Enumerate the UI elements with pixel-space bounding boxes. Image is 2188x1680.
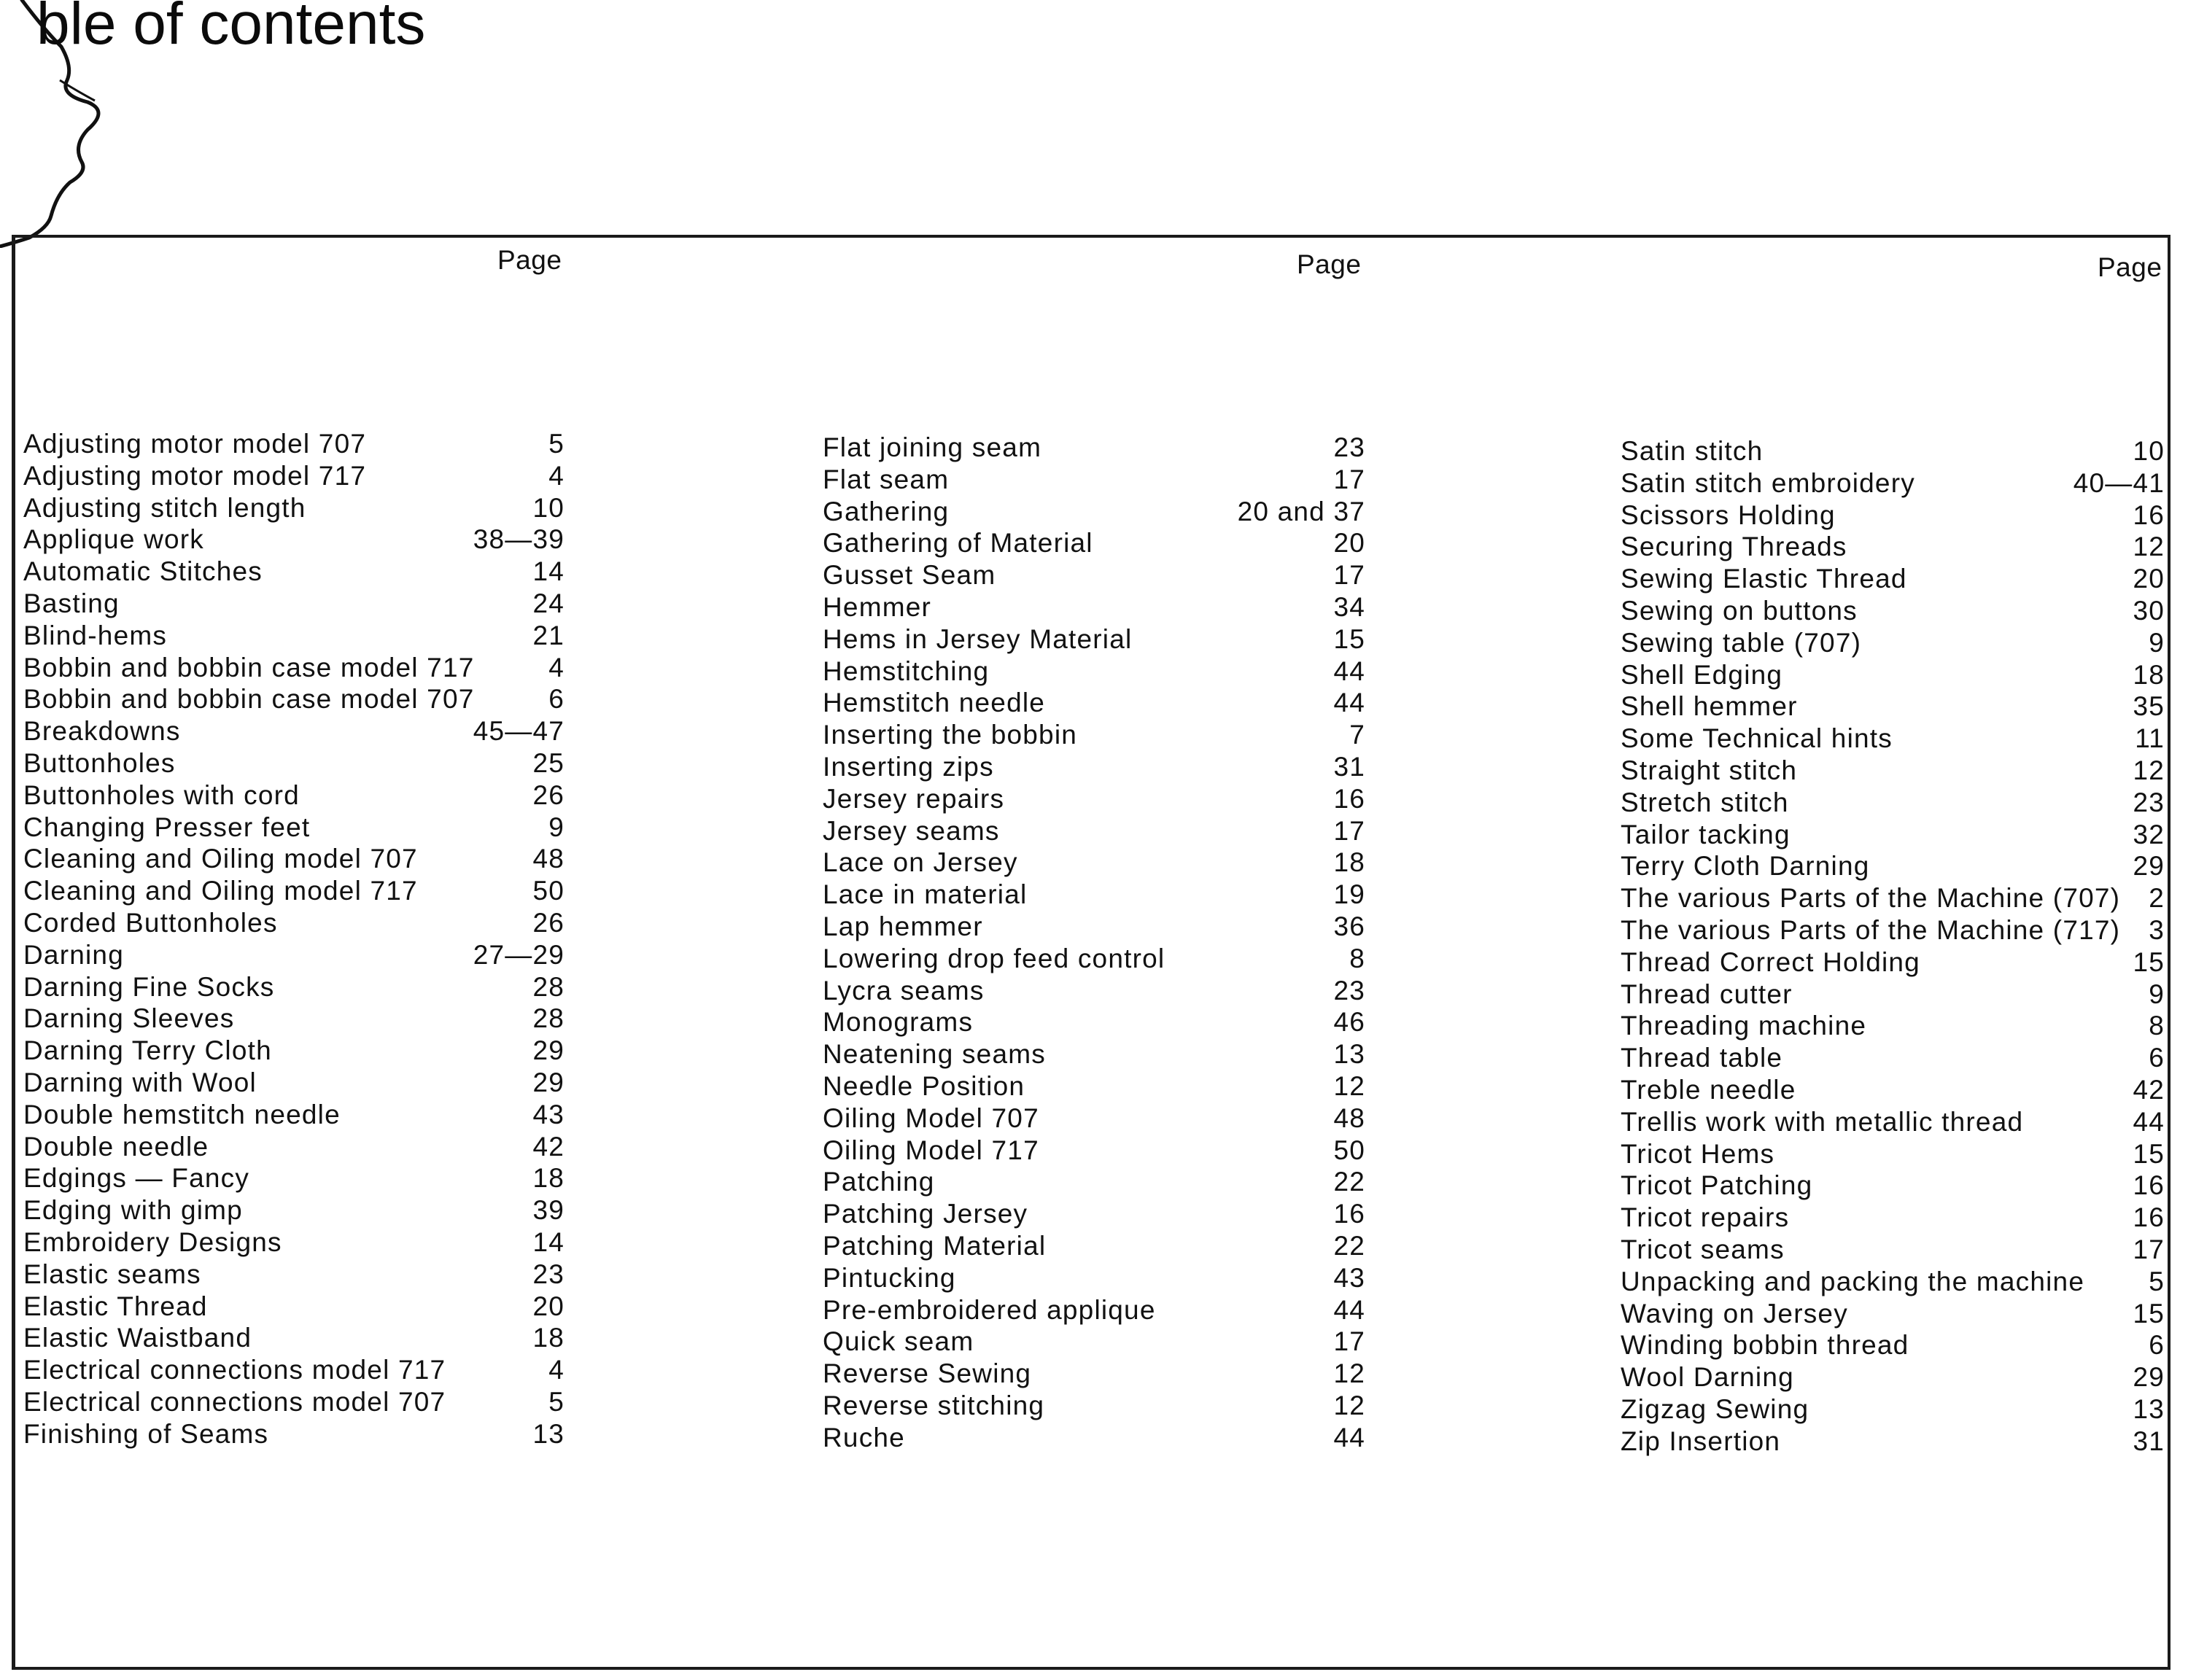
- index-entry-page: 13: [532, 1418, 565, 1449]
- index-entry-label: Thread table: [1621, 1043, 1783, 1073]
- index-entry-page: 14: [532, 556, 565, 587]
- index-entry-page: 27—29: [473, 939, 565, 970]
- index-entry: [1621, 499, 2165, 532]
- index-entry-page: 20 and 37: [1237, 496, 1365, 526]
- index-entry-page: 26: [532, 779, 565, 810]
- index-entry-label: Darning Fine Socks: [23, 971, 275, 1002]
- index-entry-page: 19: [1333, 879, 1365, 910]
- index-entry-label: Cleaning and Oiling model 707: [23, 844, 418, 874]
- index-entry: [23, 556, 565, 588]
- index-entry-label: Darning Sleeves: [23, 1003, 235, 1034]
- index-entry-label: Thread Correct Holding: [1621, 946, 1920, 977]
- index-entry: [23, 715, 565, 747]
- index-entry: [1621, 691, 2165, 723]
- index-entry-page: 44: [1333, 688, 1365, 718]
- index-entry-page: 6: [548, 684, 565, 715]
- index-entry-label: Hemstitch needle: [823, 688, 1046, 718]
- index-entry-page: 4: [548, 460, 565, 491]
- index-entry-label: Waving on Jersey: [1621, 1298, 1848, 1329]
- index-entry-page: 43: [1333, 1262, 1365, 1293]
- index-entry-page: 43: [532, 1099, 565, 1129]
- index-entry: [823, 1390, 1365, 1422]
- index-entry: [23, 875, 565, 907]
- index-entry-page: 14: [532, 1226, 565, 1257]
- index-entry-label: Stretch stitch: [1621, 787, 1789, 817]
- index-entry: [23, 1226, 565, 1259]
- index-entry-label: Cleaning and Oiling model 717: [23, 876, 418, 906]
- index-entry: [823, 432, 1365, 464]
- index-entry-page: 38—39: [473, 524, 565, 555]
- index-entry: [23, 747, 565, 779]
- index-entry-label: Hemstitching: [823, 656, 990, 686]
- page-column-header: Page: [497, 245, 562, 275]
- index-entry-label: Lowering drop feed control: [823, 943, 1165, 973]
- index-entry-label: Zip Insertion: [1621, 1426, 1781, 1456]
- index-entry-page: 17: [1333, 560, 1365, 591]
- index-entry-label: Securing Threads: [1621, 532, 1847, 562]
- index-entry: [23, 588, 565, 620]
- index-entry-page: 15: [2133, 1138, 2165, 1169]
- index-entry: [23, 1131, 565, 1163]
- index-entry: [823, 783, 1365, 815]
- index-entry-label: Zigzag Sewing: [1621, 1393, 1809, 1424]
- index-entry-label: Inserting the bobbin: [823, 720, 1078, 750]
- index-entry-page: 17: [2133, 1234, 2165, 1264]
- index-entry-label: Inserting zips: [823, 751, 994, 782]
- index-entry-label: Trellis work with metallic thread: [1621, 1106, 2024, 1137]
- index-entry-page: 31: [1333, 751, 1365, 782]
- index-entry-page: 31: [2133, 1426, 2165, 1456]
- index-entry-label: Hems in Jersey Material: [823, 623, 1133, 654]
- index-entry-page: 6: [2149, 1330, 2165, 1361]
- index-entry-page: 16: [1333, 783, 1365, 814]
- index-entry: [1621, 1010, 2165, 1042]
- index-entry: [1621, 1393, 2165, 1426]
- index-entry-page: 21: [532, 620, 565, 650]
- index-entry: [823, 1230, 1365, 1262]
- index-entry-page: 10: [2133, 436, 2165, 466]
- index-entry: [1621, 595, 2165, 627]
- index-entry-page: 23: [532, 1259, 565, 1289]
- index-entry-label: Pintucking: [823, 1262, 956, 1293]
- index-entry-page: 18: [532, 1323, 565, 1353]
- index-entry-page: 16: [2133, 1202, 2165, 1233]
- index-entry: [823, 815, 1365, 847]
- index-entry-label: Buttonholes: [23, 747, 176, 778]
- index-entry-page: 20: [2133, 564, 2165, 594]
- index-entry: [23, 492, 565, 524]
- index-entry-label: Winding bobbin thread: [1621, 1330, 1909, 1361]
- index-entry: [23, 907, 565, 939]
- index-entry: [823, 1102, 1365, 1135]
- index-entry: [23, 1067, 565, 1099]
- index-entry-page: 12: [1333, 1070, 1365, 1101]
- index-entry: [23, 460, 565, 492]
- index-entry-label: Unpacking and packing the machine: [1621, 1266, 2085, 1296]
- index-entry-label: Flat seam: [823, 464, 950, 494]
- index-entry-page: 2: [2149, 883, 2165, 914]
- index-entry-label: Darning: [23, 939, 124, 970]
- page-column-header: Page: [1297, 249, 1362, 279]
- index-entry-page: 13: [2133, 1393, 2165, 1424]
- index-entry: [23, 1162, 565, 1194]
- index-entry-label: Straight stitch: [1621, 755, 1798, 785]
- index-entry-label: Finishing of Seams: [23, 1418, 269, 1449]
- index-entry-page: 29: [2133, 851, 2165, 882]
- index-entry-page: 18: [532, 1163, 565, 1194]
- index-entry-page: 15: [2133, 1298, 2165, 1329]
- index-entry-label: Tailor tacking: [1621, 819, 1791, 849]
- index-entry: [23, 1194, 565, 1226]
- index-entry: [1621, 1138, 2165, 1170]
- index-entry-page: 17: [1333, 464, 1365, 494]
- index-entry: [23, 1322, 565, 1354]
- index-entry: [823, 559, 1365, 591]
- index-entry-page: 18: [2133, 659, 2165, 690]
- index-entry: [23, 1386, 565, 1418]
- index-entry-label: Darning Terry Cloth: [23, 1035, 272, 1066]
- index-entry: [1621, 1106, 2165, 1138]
- index-entry-page: 42: [532, 1131, 565, 1162]
- index-entry: [823, 591, 1365, 623]
- index-entry-label: Oiling Model 717: [823, 1135, 1039, 1165]
- index-entry-page: 26: [532, 907, 565, 938]
- index-entry-label: Double needle: [23, 1131, 209, 1162]
- index-entry-page: 4: [548, 1355, 565, 1385]
- index-entry-label: Oiling Model 707: [823, 1102, 1039, 1133]
- index-entry: [823, 1358, 1365, 1390]
- index-entry: [23, 843, 565, 875]
- index-entry: [23, 1418, 565, 1450]
- index-entry-label: Gathering of Material: [823, 528, 1093, 559]
- index-entry-page: 8: [2149, 1011, 2165, 1041]
- index-entry-page: 11: [2135, 723, 2165, 754]
- index-entry-page: 32: [2133, 819, 2165, 849]
- index-entry-label: Jersey seams: [823, 815, 1000, 846]
- index-entry-page: 5: [548, 429, 565, 459]
- index-entry-label: Sewing Elastic Thread: [1621, 564, 1907, 594]
- index-entry-label: The various Parts of the Machine (717): [1621, 914, 2121, 945]
- index-entry-page: 22: [1333, 1167, 1365, 1197]
- index-entry: [1621, 1042, 2165, 1074]
- index-entry: [823, 1422, 1365, 1454]
- index-entry-label: Terry Cloth Darning: [1621, 851, 1870, 882]
- index-entry-page: 25: [532, 747, 565, 778]
- index-entry-label: Tricot Hems: [1621, 1138, 1775, 1169]
- index-entry: [1621, 1202, 2165, 1234]
- index-entry-page: 9: [2149, 627, 2165, 658]
- index-entry-page: 46: [1333, 1007, 1365, 1038]
- index-entry-label: Ruche: [823, 1422, 905, 1452]
- index-entry-page: 4: [548, 652, 565, 682]
- index-entry-label: Edging with gimp: [23, 1195, 243, 1226]
- index-entry: [823, 911, 1365, 943]
- index-entry-page: 10: [532, 492, 565, 523]
- index-entry: [823, 1326, 1365, 1358]
- index-entry: [23, 620, 565, 652]
- index-entry: [23, 1259, 565, 1291]
- index-entry-label: Shell Edging: [1621, 659, 1783, 690]
- index-entry: [823, 496, 1365, 528]
- index-entry: [1621, 850, 2165, 882]
- index-entry-label: Buttonholes with cord: [23, 779, 300, 810]
- index-entry: [823, 975, 1365, 1007]
- index-entry: [1621, 1234, 2165, 1266]
- index-entry-label: Threading machine: [1621, 1011, 1867, 1041]
- index-entry: [1621, 979, 2165, 1011]
- index-entry-page: 7: [1349, 720, 1365, 750]
- index-entry-page: 50: [532, 876, 565, 906]
- index-entry-label: Flat joining seam: [823, 432, 1042, 462]
- index-entry-label: Hemmer: [823, 591, 932, 622]
- index-entry-label: Shell hemmer: [1621, 691, 1798, 722]
- index-entry: [823, 879, 1365, 911]
- index-entry-label: Basting: [23, 588, 120, 618]
- index-entry: [823, 1006, 1365, 1038]
- index-entry-label: Lap hemmer: [823, 911, 983, 941]
- index-entry-label: Adjusting motor model 717: [23, 460, 367, 491]
- index-entry: [1621, 435, 2165, 467]
- index-entry-page: 16: [2133, 499, 2165, 530]
- page-column-header: Page: [2098, 252, 2162, 282]
- index-entry: [23, 1035, 565, 1067]
- index-entry: [823, 527, 1365, 559]
- index-entry: [1621, 1361, 2165, 1393]
- index-entry-label: Satin stitch: [1621, 436, 1764, 466]
- index-entry: [1621, 659, 2165, 691]
- index-entry: [823, 656, 1365, 688]
- index-entry-page: 28: [532, 1003, 565, 1034]
- index-entry: [1621, 627, 2165, 659]
- index-entry-page: 20: [1333, 528, 1365, 559]
- index-entry-page: 40—41: [2073, 467, 2165, 498]
- index-entry-label: Patching Material: [823, 1230, 1047, 1261]
- index-entry-page: 34: [1333, 591, 1365, 622]
- index-entry: [23, 1099, 565, 1131]
- index-entry: [823, 943, 1365, 975]
- index-entry-label: Breakdowns: [23, 716, 181, 747]
- index-entry-label: Edgings — Fancy: [23, 1163, 250, 1194]
- index-entry-page: 50: [1333, 1135, 1365, 1165]
- index-entry-page: 22: [1333, 1230, 1365, 1261]
- index-entry: [823, 1135, 1365, 1167]
- index-entry-label: Tricot seams: [1621, 1234, 1785, 1264]
- index-entry-label: Blind-hems: [23, 620, 168, 650]
- index-entry: [823, 1198, 1365, 1230]
- index-entry-label: Reverse Sewing: [823, 1358, 1032, 1389]
- index-entry-page: 39: [532, 1195, 565, 1226]
- index-entry: [823, 1166, 1365, 1198]
- index-entry: [1621, 946, 2165, 979]
- index-entry-label: Some Technical hints: [1621, 723, 1893, 754]
- index-entry-page: 12: [2133, 755, 2165, 785]
- index-entry-label: Electrical connections model 707: [23, 1386, 446, 1417]
- index-entry-page: 42: [2133, 1074, 2165, 1105]
- index-entry: [823, 751, 1365, 783]
- index-entry-label: Quick seam: [823, 1326, 974, 1357]
- index-entry: [1621, 787, 2165, 819]
- index-entry-page: 12: [1333, 1390, 1365, 1420]
- index-entry-label: Tricot Patching: [1621, 1170, 1813, 1201]
- index-entry-label: Reverse stitching: [823, 1390, 1045, 1420]
- index-entry: [823, 1038, 1365, 1070]
- index-entry-page: 5: [2149, 1266, 2165, 1296]
- index-entry: [23, 1003, 565, 1035]
- index-entry-label: Jersey repairs: [823, 783, 1005, 814]
- index-entry-page: 23: [1333, 432, 1365, 462]
- index-entry-label: Embroidery Designs: [23, 1226, 282, 1257]
- index-entry-label: Automatic Stitches: [23, 556, 263, 587]
- index-entry-label: Thread cutter: [1621, 979, 1793, 1009]
- index-entry-label: Applique work: [23, 524, 205, 555]
- index-entry-label: Darning with Wool: [23, 1067, 257, 1097]
- index-entry: [1621, 914, 2165, 946]
- index-entry: [1621, 819, 2165, 851]
- index-entry: [23, 971, 565, 1003]
- index-entry-page: 23: [1333, 975, 1365, 1006]
- index-list: [1621, 435, 2165, 1458]
- index-entry: [23, 524, 565, 556]
- index-entry-page: 48: [1333, 1102, 1365, 1133]
- index-entry-page: 29: [2133, 1362, 2165, 1393]
- index-entry: [1621, 723, 2165, 755]
- index-entry-label: Electrical connections model 717: [23, 1355, 446, 1385]
- index-entry: [1621, 1329, 2165, 1361]
- index-entry: [23, 652, 565, 684]
- index-entry-label: Patching Jersey: [823, 1199, 1028, 1229]
- index-entry-label: Adjusting stitch length: [23, 492, 306, 523]
- index-entry-label: Scissors Holding: [1621, 499, 1836, 530]
- index-entry: [1621, 1266, 2165, 1298]
- index-entry-label: Needle Position: [823, 1070, 1025, 1101]
- index-entry: [823, 1262, 1365, 1294]
- index-entry: [1621, 1074, 2165, 1106]
- index-entry-page: 9: [548, 812, 565, 842]
- index-entry-page: 5: [548, 1386, 565, 1417]
- index-entry-page: 29: [532, 1067, 565, 1097]
- index-list: [823, 432, 1365, 1454]
- index-entry: [823, 847, 1365, 879]
- index-entry-label: Patching: [823, 1167, 935, 1197]
- index-entry: [23, 939, 565, 971]
- index-entry: [823, 1294, 1365, 1326]
- index-entry-page: 6: [2149, 1043, 2165, 1073]
- index-entry-label: Elastic seams: [23, 1259, 201, 1289]
- index-entry-page: 17: [1333, 815, 1365, 846]
- index-entry: [1621, 1426, 2165, 1458]
- index-entry-page: 44: [1333, 1422, 1365, 1452]
- index-entry: [1621, 563, 2165, 595]
- index-entry-label: Bobbin and bobbin case model 717: [23, 652, 475, 682]
- index-entry-label: Gusset Seam: [823, 560, 996, 591]
- index-entry-page: 44: [1333, 1294, 1365, 1325]
- index-entry-page: 48: [532, 844, 565, 874]
- index-entry-page: 17: [1333, 1326, 1365, 1357]
- index-entry-page: 3: [2149, 914, 2165, 945]
- index-entry-label: Double hemstitch needle: [23, 1099, 341, 1129]
- index-entry-label: Sewing table (707): [1621, 627, 1862, 658]
- index-entry-page: 16: [2133, 1170, 2165, 1201]
- index-entry: [23, 812, 565, 844]
- index-list: [23, 428, 565, 1450]
- index-entry-label: Elastic Waistband: [23, 1323, 252, 1353]
- index-entry-page: 16: [1333, 1199, 1365, 1229]
- index-entry-label: The various Parts of the Machine (707): [1621, 883, 2121, 914]
- index-entry-page: 36: [1333, 911, 1365, 941]
- index-entry-page: 13: [1333, 1039, 1365, 1070]
- index-entry: [1621, 1170, 2165, 1202]
- index-entry-label: Wool Darning: [1621, 1362, 1794, 1393]
- index-entry: [23, 779, 565, 812]
- index-entry-page: 15: [1333, 623, 1365, 654]
- index-entry: [1621, 531, 2165, 563]
- index-entry-page: 20: [532, 1291, 565, 1321]
- index-entry-page: 45—47: [473, 716, 565, 747]
- index-entry: [823, 687, 1365, 719]
- index-entry-label: Sewing on buttons: [1621, 595, 1858, 626]
- index-entry-label: Gathering: [823, 496, 950, 526]
- index-entry: [23, 683, 565, 715]
- index-entry-label: Elastic Thread: [23, 1291, 208, 1321]
- index-entry-label: Satin stitch embroidery: [1621, 467, 1915, 498]
- index-entry-page: 18: [1333, 847, 1365, 878]
- index-entry-label: Treble needle: [1621, 1074, 1796, 1105]
- index-entry: [1621, 467, 2165, 499]
- index-entry-page: 30: [2133, 595, 2165, 626]
- index-entry: [23, 1354, 565, 1386]
- index-entry-label: Lace on Jersey: [823, 847, 1018, 878]
- index-entry-label: Lace in material: [823, 879, 1028, 910]
- index-entry-page: 35: [2133, 691, 2165, 722]
- index-entry-label: Neatening seams: [823, 1039, 1046, 1070]
- index-entry-label: Lycra seams: [823, 975, 985, 1006]
- index-entry-page: 8: [1349, 943, 1365, 973]
- index-entry-page: 44: [2133, 1106, 2165, 1137]
- index-entry-page: 28: [532, 971, 565, 1002]
- index-entry: [823, 464, 1365, 496]
- document-title: ble of contents: [36, 0, 426, 57]
- index-entry: [23, 428, 565, 460]
- index-entry: [823, 1070, 1365, 1102]
- index-entry: [1621, 882, 2165, 914]
- index-entry-label: Monograms: [823, 1007, 974, 1038]
- index-entry-page: 29: [532, 1035, 565, 1066]
- index-entry-page: 12: [1333, 1358, 1365, 1389]
- index-entry-label: Tricot repairs: [1621, 1202, 1790, 1233]
- index-entry: [23, 1291, 565, 1323]
- index-entry-label: Adjusting motor model 707: [23, 429, 367, 459]
- index-entry-page: 12: [2133, 532, 2165, 562]
- index-entry-label: Bobbin and bobbin case model 707: [23, 684, 475, 715]
- index-entry-page: 9: [2149, 979, 2165, 1009]
- index-entry: [1621, 755, 2165, 787]
- index-entry-page: 24: [532, 588, 565, 618]
- index-entry-page: 15: [2133, 946, 2165, 977]
- index-entry: [1621, 1298, 2165, 1330]
- index-entry-page: 23: [2133, 787, 2165, 817]
- index-entry-page: 44: [1333, 656, 1365, 686]
- index-entry-label: Changing Presser feet: [23, 812, 311, 842]
- index-entry: [823, 719, 1365, 751]
- index-entry: [823, 623, 1365, 656]
- index-entry-label: Corded Buttonholes: [23, 907, 278, 938]
- index-entry-label: Pre-embroidered applique: [823, 1294, 1156, 1325]
